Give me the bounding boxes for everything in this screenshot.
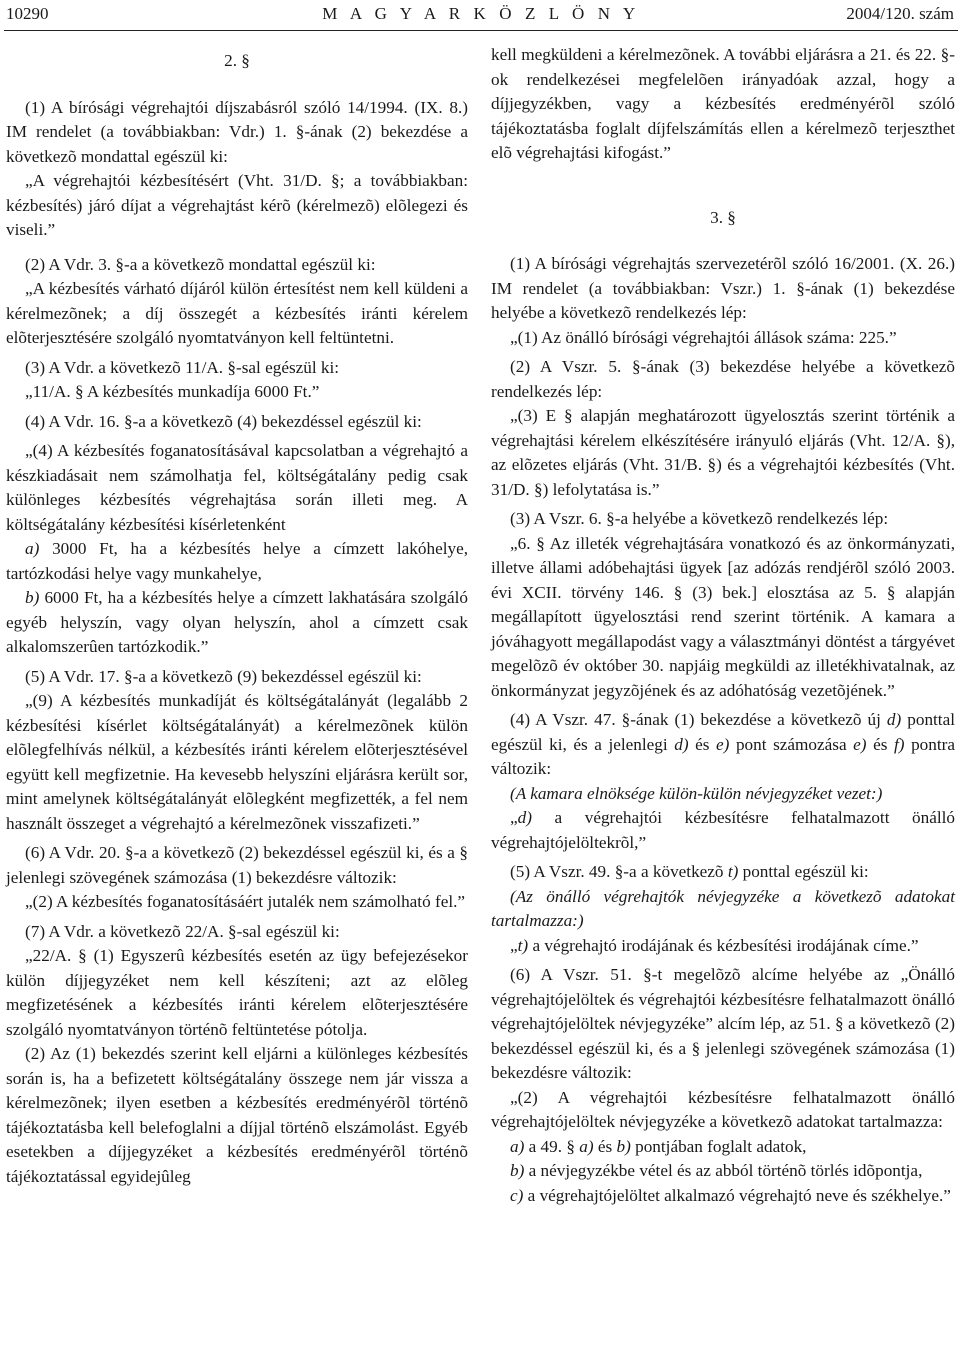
text-run: d) bbox=[517, 808, 532, 827]
paragraph: (2) Az (1) bekezdés szerint kell eljárni a különleges kézbesítés során is, ha a befizetett költségátalány összege nem jár vissza a kérelmezõnek; ilyen esetben a kézbesítés eredményérõl történõ tájékoztatásba kell belefoglalni a díjjal történõ elszámolást. Egyéb esetekben a díjjegyzéket a kézbesítés eredményérõl történõ tájékoztatással egyidejûleg bbox=[6, 1044, 468, 1186]
text-run: a) bbox=[510, 1136, 525, 1156]
text-run: b) bbox=[510, 1161, 525, 1180]
item-text: 6000 Ft, ha a kézbesítés helye a címzett lakhatására szolgáló egyéb helyszín, vagy olyan helyszín, ahol a címzett csak alkalomszerûen tartózkodik.” bbox=[6, 588, 468, 656]
paragraph: (1) A bírósági végrehajtás szervezetérõl szóló 16/2001. (X. 26.) IM rendelet (a továbbiakban: Vszr.) 1. §-ának (1) bekezdése helyébe a következõ rendelkezés lép: bbox=[491, 254, 955, 322]
paragraph: (2) A Vdr. 3. §-a a következõ mondattal egészül ki: bbox=[25, 254, 376, 274]
text-run: d) bbox=[886, 710, 902, 729]
paragraph: „(3) E § alapján meghatározott ügyelosztás szerint történik a végrehajtási kérelem elkészítésére irányuló eljárás (Vht. 12/A. §), az elõzetes eljárás (Vht. 31/B. §) és a végrehajtói kézbesítés (Vht. 31/D. §) lefolytatása is.” bbox=[491, 406, 955, 499]
paragraph: kell megküldeni a kérelmezõnek. A további eljárásra a 21. és 22. §-ok rendelkezései megfelelõen irányadóak azzal, hogy a díjjegyzékben, vagy a kézbesítés eredményérõl szóló tájékoztatásba foglalt díjfelszámítás ellen a kérelmezõ terjeszthet elõ végrehajtási kifogást.” bbox=[491, 45, 955, 162]
paragraph: (5) A Vdr. 17. §-a a következõ (9) bekezdéssel egészül ki: bbox=[25, 666, 422, 686]
list-item bbox=[491, 1159, 955, 1184]
list-item bbox=[491, 1184, 955, 1209]
text-run: f) bbox=[894, 734, 905, 754]
list-item bbox=[6, 586, 468, 660]
paragraph: „11/A. § A kézbesítés munkadíja 6000 Ft.” bbox=[25, 382, 320, 401]
paragraph: „6. § Az illeték végrehajtására vonatkozó és az önkormányzati, illetve állami adóbehajtási ügyek [az adózás rendjérõl szóló 2003. évi XCII. törvény 146. § (3) bek.] elosztása az 5. § alapján megállapított ügyelosztási rend szerint történik. A kamara a jóváhagyott megállapodást vagy a választmányi döntést a tárgyévet megelõzõ év október 30. napjáig megküldi az illetékhivatalnak, az önkormányzat jegyzõjének és az adóhatóság vezetõjének.” bbox=[491, 533, 955, 700]
text-run: pont számozása bbox=[729, 734, 854, 754]
text-run: t) bbox=[517, 935, 529, 955]
issue-number: 2004/120. szám bbox=[846, 4, 954, 23]
paragraph: (7) A Vdr. a következõ 22/A. §-sal egészül ki: bbox=[25, 921, 340, 941]
paragraph: „A végrehajtói kézbesítésért (Vht. 31/D. §; a továbbiakban: kézbesítés) járó díjat a végrehajtást kérõ (kérelmezõ) elõlegezi és viseli.” bbox=[6, 171, 468, 239]
text-run: e) bbox=[716, 734, 730, 754]
text-run: pontra változik: bbox=[491, 734, 956, 778]
right-column bbox=[491, 43, 955, 1208]
paragraph: (2) A Vszr. 5. §-ának (3) bekezdése helyébe a következõ rendelkezés lép: bbox=[491, 357, 955, 401]
paragraph: (6) A Vdr. 20. §-a a következõ (2) bekezdéssel egészül ki, és a § jelenlegi szövegének számozása (1) bekezdésre változik: bbox=[6, 843, 468, 887]
text-run: t) bbox=[727, 862, 739, 881]
paragraph: (3) A Vdr. a következõ 11/A. §-sal egészül ki: bbox=[25, 357, 340, 377]
text-run: a névjegyzékbe vétel és az abból történõ törlés idõpontja, bbox=[524, 1161, 923, 1180]
text-run: és bbox=[593, 1136, 617, 1156]
text-run: b) bbox=[616, 1136, 631, 1156]
paragraph bbox=[491, 708, 955, 782]
paragraph bbox=[491, 934, 955, 959]
paragraph bbox=[491, 860, 955, 885]
item-label: a) bbox=[25, 539, 40, 558]
text-run: ponttal egészül ki, és a jelenlegi bbox=[491, 710, 955, 754]
paragraph: (4) A Vdr. 16. §-a a következõ (4) bekezdéssel egészül ki: bbox=[25, 411, 422, 431]
paragraph: „22/A. § (1) Egyszerû kézbesítés esetén az ügy befejezésekor külön díjjegyzéket nem kell készíteni; azt az elõleg megfizetésének a kézbesítés iránti kérelem elõterjesztésére szolgáló nyomtatványon történõ feltüntetése pótolja. bbox=[6, 946, 468, 1039]
paragraph: „(9) A kézbesítés munkadíját és költségátalányát (legalább 2 kézbesítési kísérlet költségátalányát) a kérelmezõnek külön elõlegfelhívás nélkül, a kézbesítés iránti kérelem elõterjesztésével együtt kell megfizetnie. Ha kevesebb helyszíni eljárásra került sor, mint amelynek költségátalányát elõlegként megfizették, a fel nem használt összeget a végrehajtó a kérelmezõnek visszafizeti.” bbox=[6, 691, 468, 833]
text-run: d) bbox=[674, 734, 689, 754]
paragraph: (1) A bírósági végrehajtói díjszabásról szóló 14/1994. (IX. 8.) IM rendelet (a továbbiakban: Vdr.) 1. §-ának (2) bekezdése a következõ mondattal egészül ki: bbox=[6, 97, 468, 166]
text-run: a 49. § bbox=[524, 1136, 580, 1156]
list-item bbox=[6, 537, 468, 586]
paragraph: (3) A Vszr. 6. §-a helyébe a következõ rendelkezés lép: bbox=[510, 509, 889, 528]
text-run: a végrehajtói kézbesítésre felhatalmazott önálló végrehajtójelöltekrõl,” bbox=[491, 808, 955, 852]
journal-title: M A G Y A R K Ö Z L Ö N Y bbox=[322, 4, 640, 23]
text-run: c) bbox=[510, 1185, 524, 1205]
text-run: pontjában foglalt adatok, bbox=[630, 1136, 807, 1156]
paragraph bbox=[491, 885, 955, 934]
text-run: és bbox=[866, 734, 895, 754]
paragraph: (6) A Vszr. 51. §-t megelõzõ alcíme helyébe az „Önálló végrehajtójelöltek és végrehajtói kézbesítésre felhatalmazott önálló végrehajtójelöltek névjegyzéke” alcím lép, az 51. § a következõ (2) bekezdéssel egészül ki, és a § jelenlegi szövegének számozása (1) bekezdésre változik: bbox=[491, 965, 955, 1082]
text-run: (5) A Vszr. 49. §-a a következõ bbox=[510, 862, 728, 881]
text-run: (4) A Vszr. 47. §-ának (1) bekezdése a következõ új bbox=[510, 710, 887, 729]
text-run: a végrehajtójelöltet alkalmazó végrehajtó neve és székhelye.” bbox=[523, 1185, 951, 1205]
page-header bbox=[6, 2, 956, 30]
section-heading-2: 2. § bbox=[224, 51, 250, 70]
text-run: (A kamara elnöksége külön-külön névjegyzéket vezet:) bbox=[510, 783, 883, 803]
text-run: a végrehajtó irodájának és kézbesítési irodájának címe.” bbox=[528, 935, 919, 955]
paragraph: „(1) Az önálló bírósági végrehajtói állások száma: 225.” bbox=[510, 327, 897, 347]
text-run: és bbox=[688, 734, 717, 754]
text-run: ponttal egészül ki: bbox=[738, 862, 869, 881]
text-run: e) bbox=[853, 734, 867, 754]
paragraph: „A kézbesítés várható díjáról külön értesítést nem kell küldeni a kérelmezõnek; a díj összegét a kézbesítés iránti kérelem elõterjesztésére szolgáló nyomtatványon kell feltüntetni. bbox=[6, 279, 468, 347]
left-column bbox=[6, 43, 468, 1189]
paragraph: „(4) A kézbesítés foganatosításával kapcsolatban a végrehajtó a készkiadásait nem számolhatja fel, költségátalány pedig csak különleges kézbesítés végrehajtása során illeti meg. A költségátalány kézbesítési kísérletenként bbox=[6, 441, 468, 534]
page-number: 10290 bbox=[6, 4, 49, 23]
text-run: „ bbox=[510, 808, 518, 827]
item-label: b) bbox=[25, 588, 40, 607]
section-heading-3: 3. § bbox=[710, 207, 736, 227]
paragraph bbox=[491, 806, 955, 855]
text-run: „ bbox=[510, 935, 518, 955]
paragraph: „(2) A végrehajtói kézbesítésre felhatalmazott önálló végrehajtójelöltek névjegyzéke a következõ adatokat tartalmazza: bbox=[491, 1087, 955, 1131]
item-text: 3000 Ft, ha a kézbesítés helye a címzett lakóhelye, tartózkodási helye vagy munkahelye, bbox=[6, 539, 468, 583]
list-item bbox=[491, 1135, 955, 1160]
text-run: (Az önálló végrehajtók névjegyzéke a következõ adatokat tartalmazza:) bbox=[491, 886, 955, 930]
text-run: a) bbox=[579, 1136, 594, 1156]
header-rule bbox=[4, 30, 958, 31]
paragraph: „(2) A kézbesítés foganatosításáért jutalék nem számolható fel.” bbox=[25, 892, 466, 911]
paragraph bbox=[491, 782, 955, 807]
